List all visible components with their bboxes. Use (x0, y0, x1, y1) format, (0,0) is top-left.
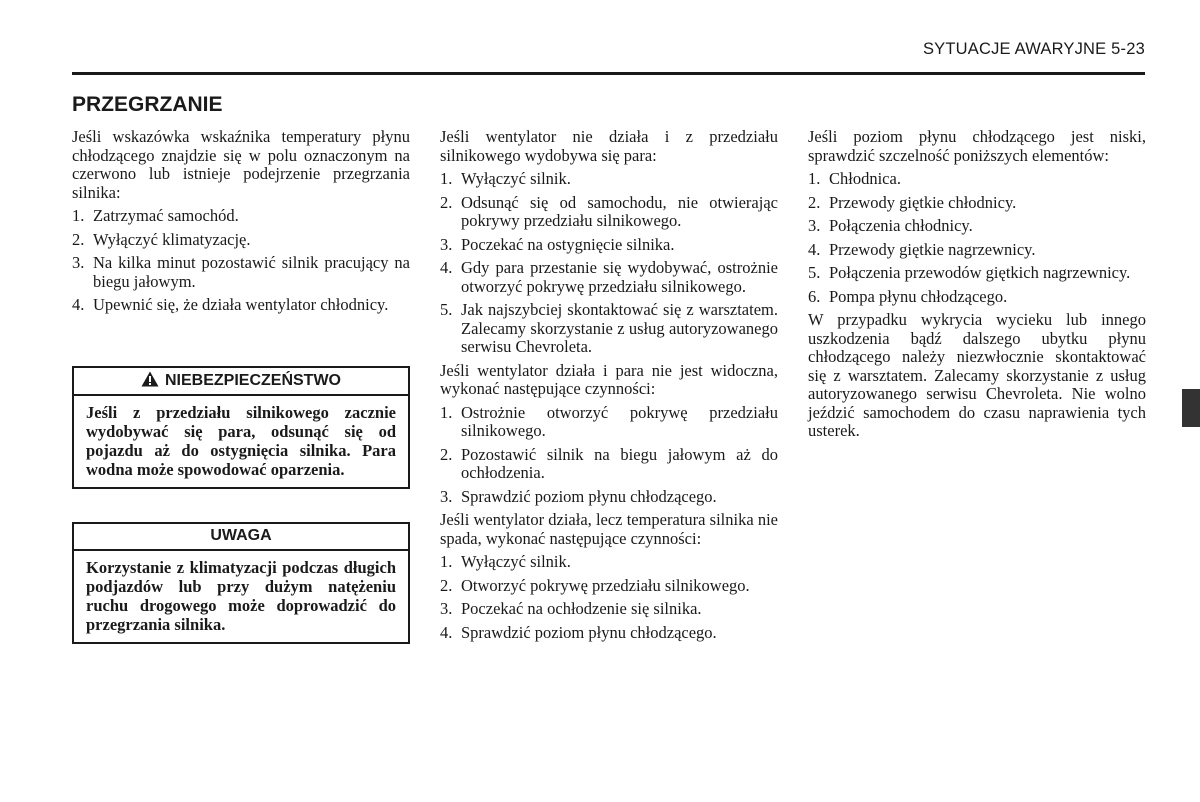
list-number: 6. (808, 286, 821, 306)
list-number: 1. (808, 169, 821, 188)
list-number: 2. (440, 575, 453, 595)
list-text: Odsunąć się od samochodu, nie otwierając pokrywy przedziału silnikowego. (461, 192, 778, 230)
list-text: Zatrzymać samochód. (93, 206, 239, 225)
list-number: 4. (808, 239, 821, 259)
list-text: Poczekać na ochłodzenie się silnika. (461, 599, 702, 618)
list-item (440, 236, 778, 255)
note-title: UWAGA (210, 527, 272, 544)
danger-title: NIEBEZPIECZEŃSTWO (164, 372, 341, 389)
list-text: Wyłączyć silnik. (461, 169, 571, 188)
list-item (440, 553, 778, 572)
list-number: 1. (72, 206, 85, 225)
list-item (808, 217, 1146, 236)
list-number: 3. (72, 253, 85, 272)
list-item (440, 404, 778, 441)
list-number: 5. (440, 300, 453, 319)
list-item (440, 446, 778, 483)
list-item (72, 207, 410, 226)
list-text: Połączenia przewodów giętkich nagrzewnicy. (829, 263, 1131, 282)
list-text: Upewnić się, że działa wentylator chłodnicy. (93, 295, 389, 314)
list-text: Przewody giętkie nagrzewnicy. (829, 239, 1036, 259)
chapter-tab (1182, 389, 1200, 427)
list-text: Wyłączyć silnik. (461, 552, 571, 571)
list-item (440, 600, 778, 619)
list-item (72, 254, 410, 291)
note-box (72, 522, 410, 644)
col3-outro: W przypadku wykrycia wycieku lub innego uszkodzenia bądź dalszego ubytku płynu chłodzącego należy niezwłocznie skontaktować się z warsztatem. Zalecamy skorzystanie z usług autoryzowanego serwisu Chevroleta. Nie wolno jeździć samochodem do czasu naprawienia tych usterek. (808, 310, 1146, 440)
column-1 (72, 128, 410, 320)
list-text: Sprawdzić poziom płynu chłodzącego. (461, 622, 717, 642)
list-number: 4. (72, 295, 85, 314)
col2-steps2 (440, 404, 778, 507)
list-text: Ostrożnie otworzyć pokrywę przedziału silnikowego. (461, 402, 778, 440)
column-2 (440, 128, 778, 647)
list-number: 3. (440, 486, 453, 506)
list-number: 2. (72, 229, 85, 249)
danger-header (74, 368, 408, 396)
danger-box (72, 366, 410, 489)
column-3 (808, 128, 1146, 446)
list-number: 2. (440, 192, 453, 212)
col3-intro: Jeśli poziom płynu chłodzącego jest niski, sprawdzić szczelność poniższych elementów: (808, 127, 1146, 165)
list-text: Poczekać na ostygnięcie silnika. (461, 234, 675, 254)
list-item (440, 259, 778, 296)
col2-intro3: Jeśli wentylator działa, lecz temperatura silnika nie spada, wykonać następujące czynności: (440, 510, 778, 548)
list-item (808, 288, 1146, 307)
list-text: Gdy para przestanie się wydobywać, ostrożnie otworzyć pokrywę przedziału silnikowego. (461, 258, 778, 296)
list-text: Chłodnica. (829, 169, 901, 188)
list-number: 4. (440, 258, 453, 277)
list-text: Jak najszybciej skontaktować się z warsztatem. Zalecamy skorzystanie z usług autoryzowanego serwisu Chevroleta. (461, 300, 778, 356)
list-item (72, 231, 410, 250)
list-text: Na kilka minut pozostawić silnik pracujący na biegu jałowym. (93, 253, 410, 291)
list-number: 3. (808, 216, 821, 235)
list-text: Pozostawić silnik na biegu jałowym aż do ochłodzenia. (461, 444, 778, 482)
list-item (440, 624, 778, 643)
col1-steps (72, 207, 410, 315)
list-number: 1. (440, 402, 453, 422)
list-number: 2. (808, 192, 821, 212)
list-number: 4. (440, 622, 453, 642)
list-item (808, 241, 1146, 260)
col2-intro2: Jeśli wentylator działa i para nie jest widoczna, wykonać następujące czynności: (440, 360, 778, 398)
list-item (440, 577, 778, 596)
list-number: 3. (440, 234, 453, 254)
col2-intro1: Jeśli wentylator nie działa i z przedziału silnikowego wydobywa się para: (440, 127, 778, 165)
list-item (808, 194, 1146, 213)
col1-intro: Jeśli wskazówka wskaźnika temperatury płynu chłodzącego znajdzie się w polu oznaczonym na czerwono lub istnieje podejrzenie przegrzania silnika: (72, 127, 410, 202)
danger-text: Jeśli z przedziału silnikowego zacznie wydobywać się para, odsunąć się od pojazdu aż do ostygnięcia silnika. Para wodna może spowodować oparzenia. (86, 403, 396, 479)
list-item (440, 170, 778, 189)
list-item (440, 488, 778, 507)
note-header (74, 524, 408, 551)
list-text: Otworzyć pokrywę przedziału silnikowego. (461, 575, 750, 595)
list-number: 1. (440, 552, 453, 571)
list-number: 3. (440, 599, 453, 618)
list-number: 2. (440, 444, 453, 464)
list-text: Połączenia chłodnicy. (829, 216, 973, 235)
list-item (808, 170, 1146, 189)
section-title: PRZEGRZANIE (72, 93, 223, 116)
list-text: Przewody giętkie chłodnicy. (829, 192, 1017, 212)
list-number: 1. (440, 169, 453, 188)
col2-steps3 (440, 553, 778, 642)
list-text: Sprawdzić poziom płynu chłodzącego. (461, 486, 717, 506)
list-text: Pompa płynu chłodzącego. (829, 286, 1008, 306)
warning-triangle-icon (141, 371, 159, 387)
header-rule (72, 72, 1145, 75)
note-text: Korzystanie z klimatyzacji podczas długich podjazdów lub przy dużym natężeniu ruchu drogowego może doprowadzić do przegrzania silnika. (86, 558, 396, 634)
col3-steps (808, 170, 1146, 306)
list-item (808, 264, 1146, 283)
list-item (440, 194, 778, 231)
page-header: SYTUACJE AWARYJNE 5-23 (922, 40, 1145, 58)
list-item (72, 296, 410, 315)
col2-steps1 (440, 170, 778, 357)
list-item (440, 301, 778, 357)
list-text: Wyłączyć klimatyzację. (93, 229, 251, 249)
list-number: 5. (808, 263, 821, 282)
